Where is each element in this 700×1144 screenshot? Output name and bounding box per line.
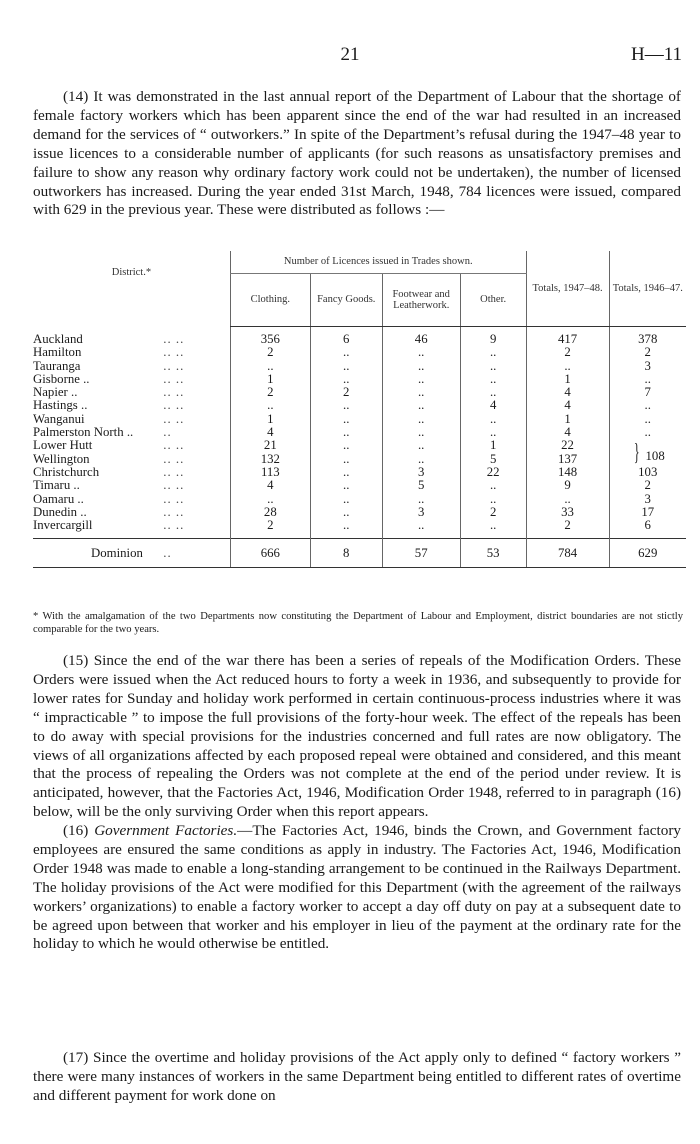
other-value: .. (460, 413, 526, 426)
clothing-value: 113 (230, 466, 310, 479)
document-reference: H—11 (630, 44, 682, 65)
fancy-goods-value: .. (310, 519, 382, 532)
grand-total-1946-47: 629 (609, 539, 686, 568)
table-row (33, 399, 686, 412)
footwear-total: 57 (382, 539, 460, 568)
other-value: .. (460, 493, 526, 506)
total-1946-47-value: 103 (609, 466, 686, 479)
clothing-value: 356 (230, 333, 310, 346)
fancy-goods-column-header: Fancy Goods. (310, 274, 382, 327)
footwear-value: .. (382, 439, 460, 452)
fancy-goods-value: .. (310, 439, 382, 452)
table-row (33, 386, 686, 399)
clothing-value: .. (230, 493, 310, 506)
total-1946-47-value: .. (609, 373, 686, 386)
total-1947-48-value: 4 (526, 426, 609, 439)
totals-1946-47-header: Totals, 1946–47. (609, 251, 686, 327)
total-1947-48-value: .. (526, 360, 609, 373)
licences-group-header: Number of Licences issued in Trades shown. (230, 251, 526, 274)
total-1947-48-value: 33 (526, 506, 609, 519)
fancy-goods-total: 8 (310, 539, 382, 568)
clothing-column-header: Clothing. (230, 274, 310, 327)
district-name: Napier .. (33, 385, 78, 400)
footwear-value: 5 (382, 479, 460, 492)
total-1946-47-value: .. (609, 413, 686, 426)
total-1947-48-value: .. (526, 493, 609, 506)
district-name: Wanganui (33, 411, 85, 426)
leader-dots: .. .. (163, 438, 185, 453)
total-1946-47-value: .. (609, 426, 686, 439)
leader-dots: .. .. (163, 504, 185, 519)
leader-dots: .. (163, 539, 230, 568)
paragraph-16-heading: Government Factories. (94, 822, 238, 839)
district-name: Hastings .. (33, 398, 88, 413)
fancy-goods-value: .. (310, 426, 382, 439)
total-1947-48-value: 4 (526, 386, 609, 399)
dominion-total-row (33, 539, 686, 568)
district-name: Tauranga (33, 358, 81, 373)
fancy-goods-value: .. (310, 373, 382, 386)
footwear-value: .. (382, 413, 460, 426)
fancy-goods-value: .. (310, 493, 382, 506)
table-row (33, 439, 686, 452)
fancy-goods-value: .. (310, 506, 382, 519)
leader-dots: .. .. (163, 398, 185, 413)
other-value: .. (460, 519, 526, 532)
footwear-value: 3 (382, 506, 460, 519)
fancy-goods-value: .. (310, 346, 382, 359)
fancy-goods-value: 6 (310, 333, 382, 346)
combined-total-value: 108 (645, 448, 665, 463)
footwear-value: .. (382, 373, 460, 386)
footwear-value: 3 (382, 466, 460, 479)
table-row (33, 466, 686, 479)
total-1946-47-value: 7 (609, 386, 686, 399)
footwear-value: .. (382, 360, 460, 373)
clothing-value: .. (230, 360, 310, 373)
other-value: 5 (460, 453, 526, 466)
fancy-goods-value: 2 (310, 386, 382, 399)
district-column-header: District.* (111, 267, 152, 278)
clothing-value: 132 (230, 453, 310, 466)
district-name: Dunedin .. (33, 504, 87, 519)
district-name: Dominion (33, 539, 163, 568)
totals-1947-48-header: Totals, 1947–48. (526, 251, 609, 327)
leader-dots: .. .. (163, 385, 185, 400)
table-footnote: * With the amalgamation of the two Departments now constituting the Department of Labour and Employment, district boundaries are not stictly comparable for the two years. (33, 611, 683, 635)
clothing-value: 21 (230, 439, 310, 452)
footwear-value: .. (382, 399, 460, 412)
footwear-value: .. (382, 386, 460, 399)
footwear-value: .. (382, 426, 460, 439)
table-row (33, 373, 686, 386)
footwear-value: 46 (382, 333, 460, 346)
table-row (33, 333, 686, 346)
total-1947-48-value: 1 (526, 413, 609, 426)
other-value: .. (460, 346, 526, 359)
total-1947-48-value: 1 (526, 373, 609, 386)
grand-total-1947-48: 784 (526, 539, 609, 568)
table-row (33, 426, 686, 439)
fancy-goods-value: .. (310, 453, 382, 466)
combined-total-1946-47 (609, 439, 686, 466)
clothing-value: 4 (230, 479, 310, 492)
total-1946-47-value: 6 (609, 519, 686, 532)
paragraph-15 (33, 652, 681, 822)
other-value: .. (460, 426, 526, 439)
paragraph-14-number: (14) (63, 88, 89, 105)
table-row (33, 506, 686, 519)
district-name: Hamilton (33, 345, 82, 360)
table-row (33, 413, 686, 426)
district-name: Christchurch (33, 464, 100, 479)
leader-dots: .. .. (163, 371, 185, 386)
other-value: 1 (460, 439, 526, 452)
total-1947-48-value: 148 (526, 466, 609, 479)
total-1947-48-value: 137 (526, 453, 609, 466)
district-name: Gisborne .. (33, 371, 90, 386)
total-1946-47-value: 378 (609, 333, 686, 346)
other-column-header: Other. (460, 274, 526, 327)
clothing-value: 4 (230, 426, 310, 439)
total-1946-47-value: .. (609, 399, 686, 412)
footwear-value: .. (382, 346, 460, 359)
footwear-value: .. (382, 493, 460, 506)
paragraph-17 (33, 1049, 681, 1106)
table-row (33, 519, 686, 532)
clothing-total: 666 (230, 539, 310, 568)
total-1946-47-value: 3 (609, 360, 686, 373)
clothing-value: 2 (230, 346, 310, 359)
total-1946-47-value: 17 (609, 506, 686, 519)
leader-dots: .. .. (163, 345, 185, 360)
other-total: 53 (460, 539, 526, 568)
leader-dots: .. .. (163, 451, 185, 466)
district-name: Wellington (33, 451, 90, 466)
district-name: Auckland (33, 332, 83, 346)
fancy-goods-value: .. (310, 479, 382, 492)
licences-table (33, 251, 686, 568)
other-value: 9 (460, 333, 526, 346)
other-value: .. (460, 386, 526, 399)
fancy-goods-value: .. (310, 413, 382, 426)
leader-dots: .. .. (163, 358, 185, 373)
leader-dots: .. (163, 425, 172, 440)
leader-dots: .. .. (163, 518, 185, 533)
other-value: .. (460, 373, 526, 386)
paragraph-14 (33, 88, 681, 220)
paragraph-15-number: (15) (63, 652, 89, 669)
district-name: Timaru .. (33, 478, 80, 493)
paragraph-16-number: (16) (63, 822, 89, 839)
footwear-value: .. (382, 453, 460, 466)
fancy-goods-value: .. (310, 399, 382, 412)
total-1947-48-value: 9 (526, 479, 609, 492)
total-1947-48-value: 4 (526, 399, 609, 412)
clothing-value: 2 (230, 519, 310, 532)
total-1946-47-value: 2 (609, 346, 686, 359)
total-1946-47-value: 2 (609, 479, 686, 492)
fancy-goods-value: .. (310, 466, 382, 479)
district-name: Invercargill (33, 518, 93, 533)
paragraph-14-text: It was demonstrated in the last annual report of the Department of Labour that the shortage of female factory workers which has been apparent since the end of the war had resulted in an increased demand for the services of “ outworkers.” In spite of the Department’s refusal during the 1947–48 year to issue licences to a considerable number of applicants (for such reasons as unsatisfactory premises and failure to show any reason why ordinary factory work could not be undertaken), the number of licensed outworkers has increased. During the year ended 31st March, 1948, 784 licences were issued, compared with 629 in the previous year. These were distributed as follows :— (33, 88, 681, 219)
total-1947-48-value: 2 (526, 346, 609, 359)
table-row (33, 346, 686, 359)
leader-dots: .. .. (163, 464, 185, 479)
table-row (33, 493, 686, 506)
table-row (33, 479, 686, 492)
other-value: .. (460, 360, 526, 373)
paragraph-15-text: Since the end of the war there has been a series of repeals of the Modification Orders. These Orders were issued when the Act reduced hours to forty a week in 1936, and subsequently to provide for lower rates for Sunday and holiday work performed in certain continuous-process industries where it was “ impracticable ” to impose the full provisions of the forty-hour week. The effect of the repeals has been to do away with special provisions for the industries concerned and full rates are now obligatory. The views of all organizations affected by each proposed repeal were obtained and considered, and this meant that the process of repealing the Orders was not complete at the end of the period under review. It is anticipated, however, that the Factories Act, 1946, Modification Order 1948, referred to in paragraph (16) below, will be the only surviving Order when this report appears. (33, 652, 681, 821)
paragraph-16-text: —The Factories Act, 1946, binds the Crown, and Government factory employees are ensured the same conditions as apply in industry. The Factories Act, 1946, Modification Order 1948 was made to enable a long-standing arrangement to be continued in the Railways Department. The holiday provisions of the Act were modified for this Department (with the agreement of the railways workers’ organizations) to enable a factory worker to accept a day off duty on pay at a subsequent date to be agreed upon between that worker and his employer in lieu of the payment at the ordinary rate for the holiday to which he would otherwise be entitled. (33, 822, 681, 953)
footwear-column-header: Footwear and Leatherwork. (382, 274, 460, 327)
table-row (33, 453, 686, 466)
leader-dots: .. .. (163, 332, 185, 346)
total-1947-48-value: 2 (526, 519, 609, 532)
clothing-value: 2 (230, 386, 310, 399)
leader-dots: .. .. (163, 478, 185, 493)
other-value: 4 (460, 399, 526, 412)
clothing-value: 1 (230, 413, 310, 426)
district-name: Palmerston North .. (33, 425, 134, 440)
district-name: Oamaru .. (33, 491, 84, 506)
fancy-goods-value: .. (310, 360, 382, 373)
table-row (33, 360, 686, 373)
paragraph-17-text: Since the overtime and holiday provisions of the Act apply only to defined “ factory workers ” there were many instances of workers in the same Department being entitled to different rates of overtime and different payment for work done on (33, 1049, 681, 1104)
clothing-value: 1 (230, 373, 310, 386)
paragraph-17-number: (17) (63, 1049, 89, 1066)
total-1947-48-value: 417 (526, 333, 609, 346)
clothing-value: 28 (230, 506, 310, 519)
paragraph-16 (33, 822, 681, 954)
leader-dots: .. .. (163, 491, 185, 506)
page-number: 21 (340, 44, 360, 65)
leader-dots: .. .. (163, 411, 185, 426)
district-name: Lower Hutt (33, 438, 93, 453)
other-value: 2 (460, 506, 526, 519)
other-value: 22 (460, 466, 526, 479)
total-1946-47-value: 3 (609, 493, 686, 506)
total-1947-48-value: 22 (526, 439, 609, 452)
footwear-value: .. (382, 519, 460, 532)
other-value: .. (460, 479, 526, 492)
clothing-value: .. (230, 399, 310, 412)
brace-mark: } (633, 439, 640, 466)
